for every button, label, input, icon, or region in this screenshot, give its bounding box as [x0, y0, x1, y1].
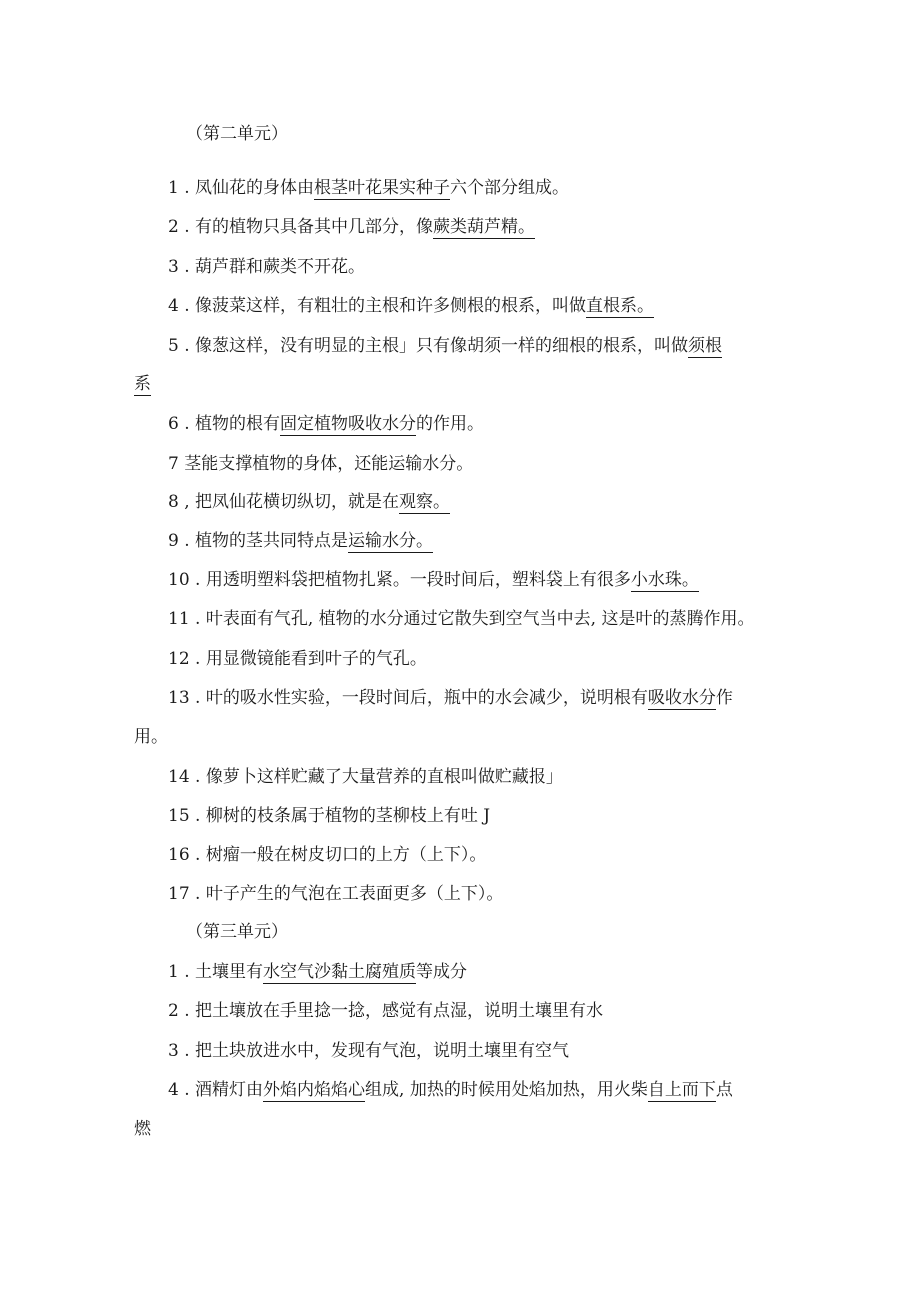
unit2-item-17 — [168, 882, 503, 906]
answer-underlined: 须根 — [688, 336, 723, 356]
item-text: 1 . 土壤里有 — [168, 962, 264, 982]
item-text: 4 . 酒精灯由 — [168, 1080, 264, 1100]
unit2-item-13 — [168, 686, 733, 710]
item-text: 9 . 植物的茎共同特点是 — [168, 531, 349, 551]
unit2-item-9 — [168, 529, 433, 553]
item-text: 作 — [715, 688, 733, 708]
answer-underlined: 水空气沙黏土腐殖质 — [263, 962, 417, 982]
item-text: 7 茎能支撑植物的身体，还能运输水分。 — [168, 454, 474, 474]
answer-underlined: 观察。 — [399, 492, 451, 512]
unit2-item-5 — [168, 334, 722, 358]
unit2-item-6 — [168, 412, 484, 436]
unit2-item-15 — [168, 804, 490, 828]
item-text: 2 . 把土壤放在手里捻一捻，感觉有点湿，说明土壤里有水 — [168, 1001, 604, 1021]
item-text: 1 . 凤仙花的身体由 — [168, 178, 315, 198]
item-text: 16 . 树瘤一般在树皮切口的上方（上下）。 — [168, 845, 487, 865]
answer-underlined: 系 — [134, 374, 151, 394]
item-text: 点 — [715, 1080, 733, 1100]
unit2-item-3 — [168, 255, 365, 279]
unit2-item-16 — [168, 843, 486, 867]
unit2-item-7 — [168, 452, 473, 476]
item-text: 12 . 用显微镜能看到叶子的气孔。 — [168, 649, 427, 669]
unit3-item-4 — [168, 1078, 733, 1102]
item-text: 2 . 有的植物只具备其中几部分，像 — [168, 217, 434, 237]
item-text: 8 , 把凤仙花横切纵切，就是在 — [168, 492, 400, 512]
answer-underlined: 运输水分。 — [348, 531, 434, 551]
unit3-item-4-continued: 燃 — [134, 1119, 151, 1139]
item-text: 4 . 像菠菜这样，有粗壮的主根和许多侧根的根系，叫做 — [168, 296, 587, 316]
unit3-item-1 — [168, 960, 467, 984]
answer-underlined: 直根系。 — [586, 296, 655, 316]
item-text: 5 . 像葱这样，没有明显的主根」只有像胡须一样的细根的根系，叫做 — [168, 336, 689, 356]
item-text: 六个部分组成。 — [450, 178, 570, 198]
item-text: 11 . 叶表面有气孔, 植物的水分通过它散失到空气当中去, 这是叶的蒸腾作用。 — [168, 609, 755, 629]
item-text: 6 . 植物的根有 — [168, 414, 281, 434]
unit3-item-3 — [168, 1039, 569, 1063]
item-text: 17 . 叶子产生的气泡在工表面更多（上下）。 — [168, 884, 504, 904]
unit2-heading: （第二单元） — [186, 124, 288, 144]
unit2-item-1 — [168, 176, 569, 200]
answer-underlined: 蕨类葫芦精。 — [433, 217, 536, 237]
unit2-item-14 — [168, 765, 563, 789]
answer-underlined: 吸收水分 — [647, 688, 716, 708]
item-text: 组成, 加热的时候用处焰加热，用火柴 — [365, 1080, 648, 1100]
unit2-item-5-continued — [134, 372, 151, 396]
unit2-item-2 — [168, 215, 535, 239]
unit2-item-8 — [168, 490, 450, 514]
item-text: 等成分 — [416, 962, 468, 982]
answer-underlined: 根茎叶花果实种子 — [314, 178, 451, 198]
unit2-item-4 — [168, 294, 654, 318]
item-text: 的作用。 — [416, 414, 485, 434]
answer-underlined: 自上而下 — [647, 1080, 716, 1100]
item-text: 14 . 像萝卜这样贮藏了大量营养的直根叫做贮藏报」 — [168, 767, 563, 787]
answer-underlined: 固定植物吸收水分 — [280, 414, 417, 434]
unit2-item-12 — [168, 647, 427, 671]
unit2-item-11 — [168, 607, 754, 631]
item-text: 15 . 柳树的枝条属于植物的茎柳枝上有吐 J — [168, 806, 491, 826]
item-text: 3 . 葫芦群和蕨类不开花。 — [168, 257, 366, 277]
unit3-heading: （第三单元） — [186, 922, 288, 942]
item-text: 13 . 叶的吸水性实验，一段时间后，瓶中的水会减少，说明根有 — [168, 688, 648, 708]
unit2-item-10 — [168, 568, 699, 592]
item-text: 3 . 把土块放进水中，发现有气泡，说明土壤里有空气 — [168, 1041, 570, 1061]
item-text: 10 . 用透明塑料袋把植物扎紧。一段时间后，塑料袋上有很多 — [168, 570, 631, 590]
unit3-item-2 — [168, 999, 603, 1023]
unit2-item-13-continued: 用。 — [134, 727, 168, 747]
answer-underlined: 外焰内焰焰心 — [263, 1080, 366, 1100]
answer-underlined: 小水珠。 — [630, 570, 699, 590]
